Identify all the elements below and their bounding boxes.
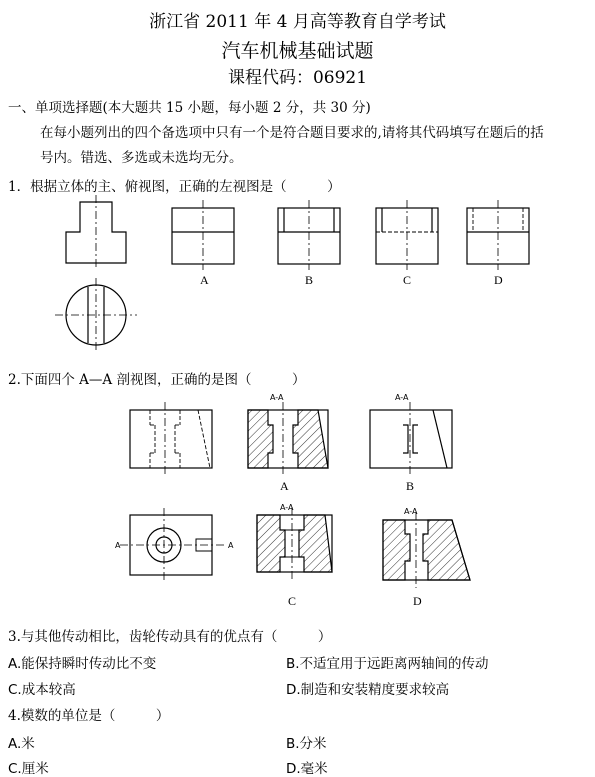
q2-option-b-section: [370, 402, 452, 475]
q2-option-a-section: [248, 402, 328, 475]
q1-option-a-view: [172, 200, 234, 270]
exam-header-line1: 浙江省 2011 年 4 月高等教育自学考试: [149, 12, 446, 32]
section-instruction-2: 号内。错选、多选或未选均无分。: [40, 150, 243, 166]
q4-option-a: A.米: [8, 736, 35, 752]
q2-option-d-section: [383, 512, 470, 588]
q1-option-c-view: [376, 200, 438, 270]
q1-label-d: D: [494, 273, 503, 287]
q4-option-d: D.毫米: [286, 761, 328, 777]
q2-option-c-section: [257, 507, 332, 580]
exam-title: 汽车机械基础试题: [221, 40, 374, 62]
q2-label-b: B: [406, 479, 415, 493]
q1-option-b-view: [278, 200, 340, 270]
q3-option-a: A.能保持瞬时传动比不变: [8, 656, 157, 672]
q2-section-mark-a: A-A: [270, 393, 284, 402]
q2-label-c: C: [288, 594, 297, 608]
q2-label-d: D: [413, 594, 422, 608]
q2-label-a: A: [280, 479, 289, 493]
q1-label-c: C: [403, 273, 412, 287]
course-code: 课程代码：06921: [227, 68, 368, 88]
q4-option-b: B.分米: [286, 736, 327, 752]
question-4-stem: 4.模数的单位是（ ）: [8, 708, 170, 724]
question-2-stem: 2.下面四个 A—A 剖视图，正确的是图（ ）: [8, 372, 306, 388]
q1-front-view: [66, 195, 126, 268]
question-1-stem: 1．根据立体的主、俯视图，正确的左视图是（ ）: [8, 179, 341, 195]
q2-front-view: [130, 402, 212, 475]
q1-top-view: [55, 278, 137, 352]
q1-option-d-view: [467, 200, 529, 270]
q2-cut-mark-right: A: [228, 541, 234, 550]
q3-option-b: B.不适宜用于远距离两轴间的传动: [286, 656, 489, 672]
q3-option-c: C.成本较高: [8, 682, 76, 698]
q2-section-mark-b: A-A: [395, 393, 409, 402]
q2-section-mark-d: A-A: [404, 507, 418, 516]
q2-section-mark-c: A-A: [280, 503, 294, 512]
q3-option-d: D.制造和安装精度要求较高: [286, 682, 450, 698]
q2-cut-mark-left: A: [115, 541, 121, 550]
section-title: 一、单项选择题(本大题共 15 小题，每小题 2 分，共 30 分): [8, 100, 371, 116]
q1-label-a: A: [200, 273, 209, 287]
section-instruction-1: 在每小题列出的四个备选项中只有一个是符合题目要求的,请将其代码填写在题后的括: [40, 125, 544, 141]
q2-top-view: [120, 508, 225, 582]
q1-label-b: B: [305, 273, 314, 287]
q4-option-c: C.厘米: [8, 761, 49, 777]
question-3-stem: 3.与其他传动相比，齿轮传动具有的优点有（ ）: [8, 629, 332, 645]
